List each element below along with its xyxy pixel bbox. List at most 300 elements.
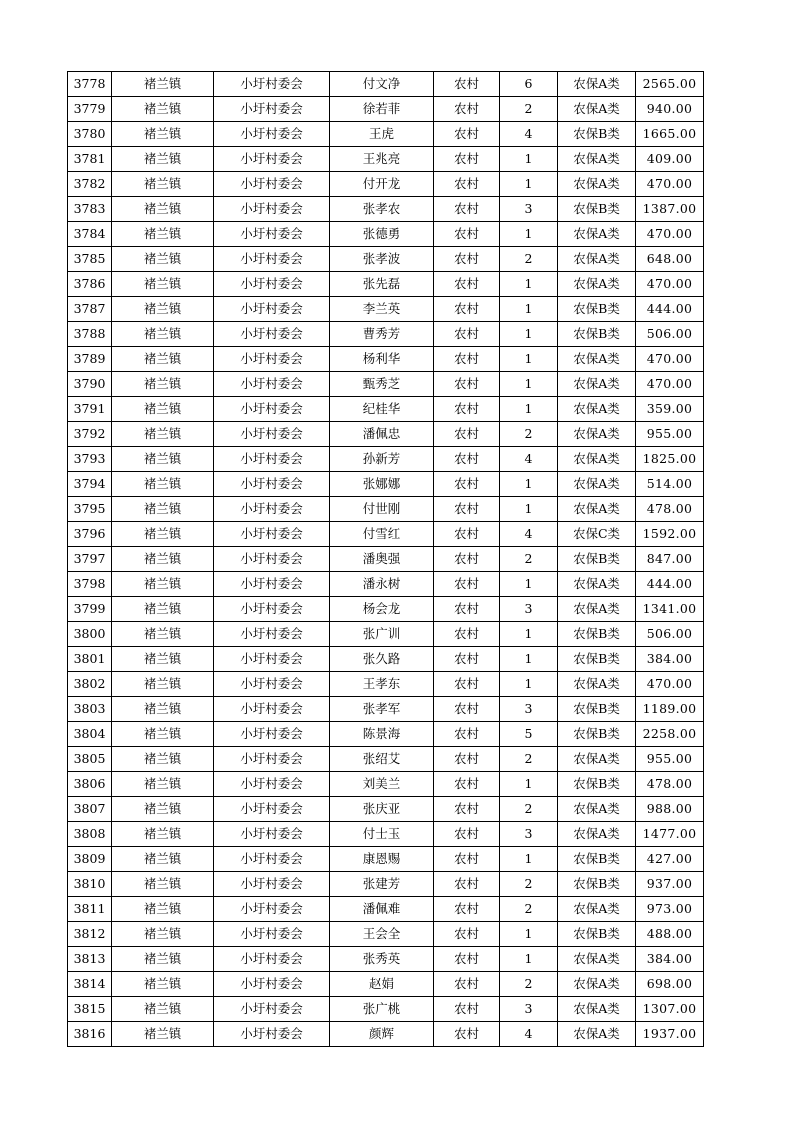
table-row	[68, 672, 704, 697]
area-type-cell: 农村	[434, 72, 500, 97]
area-type-cell: 农村	[434, 847, 500, 872]
insurance-category-cell: 农保A类	[558, 672, 636, 697]
amount-cell: 470.00	[636, 347, 704, 372]
amount-cell: 698.00	[636, 972, 704, 997]
area-type-cell: 农村	[434, 972, 500, 997]
amount-cell: 1307.00	[636, 997, 704, 1022]
person-name-cell: 付雪红	[330, 522, 434, 547]
record-number-cell: 3803	[68, 697, 112, 722]
village-committee-cell: 小圩村委会	[214, 72, 330, 97]
record-number-cell: 3791	[68, 397, 112, 422]
record-number-cell: 3799	[68, 597, 112, 622]
village-committee-cell: 小圩村委会	[214, 347, 330, 372]
person-name-cell: 杨会龙	[330, 597, 434, 622]
insurance-category-cell: 农保B类	[558, 647, 636, 672]
household-count-cell: 3	[500, 197, 558, 222]
village-committee-cell: 小圩村委会	[214, 647, 330, 672]
village-committee-cell: 小圩村委会	[214, 747, 330, 772]
amount-cell: 470.00	[636, 272, 704, 297]
village-committee-cell: 小圩村委会	[214, 572, 330, 597]
village-committee-cell: 小圩村委会	[214, 922, 330, 947]
table-row	[68, 897, 704, 922]
insurance-category-cell: 农保B类	[558, 847, 636, 872]
insurance-category-cell: 农保A类	[558, 572, 636, 597]
person-name-cell: 张建芳	[330, 872, 434, 897]
person-name-cell: 赵娟	[330, 972, 434, 997]
insurance-category-cell: 农保B类	[558, 697, 636, 722]
person-name-cell: 张孝农	[330, 197, 434, 222]
table-row	[68, 322, 704, 347]
person-name-cell: 张庆亚	[330, 797, 434, 822]
town-cell: 褚兰镇	[112, 372, 214, 397]
amount-cell: 1592.00	[636, 522, 704, 547]
person-name-cell: 王孝东	[330, 672, 434, 697]
area-type-cell: 农村	[434, 497, 500, 522]
town-cell: 褚兰镇	[112, 147, 214, 172]
town-cell: 褚兰镇	[112, 797, 214, 822]
village-committee-cell: 小圩村委会	[214, 247, 330, 272]
household-count-cell: 1	[500, 172, 558, 197]
household-count-cell: 1	[500, 572, 558, 597]
person-name-cell: 潘奥强	[330, 547, 434, 572]
area-type-cell: 农村	[434, 122, 500, 147]
insurance-category-cell: 农保A类	[558, 172, 636, 197]
amount-cell: 937.00	[636, 872, 704, 897]
town-cell: 褚兰镇	[112, 972, 214, 997]
household-count-cell: 2	[500, 547, 558, 572]
household-count-cell: 2	[500, 872, 558, 897]
person-name-cell: 付士玉	[330, 822, 434, 847]
insurance-category-cell: 农保A类	[558, 1022, 636, 1047]
village-committee-cell: 小圩村委会	[214, 397, 330, 422]
table-row	[68, 647, 704, 672]
record-number-cell: 3788	[68, 322, 112, 347]
record-number-cell: 3795	[68, 497, 112, 522]
area-type-cell: 农村	[434, 172, 500, 197]
area-type-cell: 农村	[434, 822, 500, 847]
village-committee-cell: 小圩村委会	[214, 172, 330, 197]
record-number-cell: 3814	[68, 972, 112, 997]
area-type-cell: 农村	[434, 197, 500, 222]
insurance-category-cell: 农保A类	[558, 372, 636, 397]
area-type-cell: 农村	[434, 772, 500, 797]
insurance-category-cell: 农保A类	[558, 147, 636, 172]
person-name-cell: 曹秀芳	[330, 322, 434, 347]
village-committee-cell: 小圩村委会	[214, 997, 330, 1022]
village-committee-cell: 小圩村委会	[214, 697, 330, 722]
person-name-cell: 张先磊	[330, 272, 434, 297]
household-count-cell: 1	[500, 947, 558, 972]
household-count-cell: 4	[500, 122, 558, 147]
area-type-cell: 农村	[434, 572, 500, 597]
table-row	[68, 972, 704, 997]
record-number-cell: 3783	[68, 197, 112, 222]
insurance-category-cell: 农保B类	[558, 622, 636, 647]
village-committee-cell: 小圩村委会	[214, 422, 330, 447]
village-committee-cell: 小圩村委会	[214, 297, 330, 322]
village-committee-cell: 小圩村委会	[214, 122, 330, 147]
amount-cell: 1937.00	[636, 1022, 704, 1047]
insurance-category-cell: 农保A类	[558, 222, 636, 247]
person-name-cell: 张孝军	[330, 697, 434, 722]
amount-cell: 478.00	[636, 772, 704, 797]
town-cell: 褚兰镇	[112, 197, 214, 222]
village-committee-cell: 小圩村委会	[214, 947, 330, 972]
table-row	[68, 697, 704, 722]
record-number-cell: 3797	[68, 547, 112, 572]
table-row	[68, 597, 704, 622]
amount-cell: 1387.00	[636, 197, 704, 222]
village-committee-cell: 小圩村委会	[214, 97, 330, 122]
record-number-cell: 3801	[68, 647, 112, 672]
village-committee-cell: 小圩村委会	[214, 472, 330, 497]
amount-cell: 973.00	[636, 897, 704, 922]
area-type-cell: 农村	[434, 222, 500, 247]
town-cell: 褚兰镇	[112, 422, 214, 447]
area-type-cell: 农村	[434, 472, 500, 497]
area-type-cell: 农村	[434, 397, 500, 422]
record-number-cell: 3782	[68, 172, 112, 197]
town-cell: 褚兰镇	[112, 872, 214, 897]
town-cell: 褚兰镇	[112, 247, 214, 272]
household-count-cell: 3	[500, 822, 558, 847]
town-cell: 褚兰镇	[112, 97, 214, 122]
amount-cell: 648.00	[636, 247, 704, 272]
amount-cell: 514.00	[636, 472, 704, 497]
town-cell: 褚兰镇	[112, 672, 214, 697]
amount-cell: 1665.00	[636, 122, 704, 147]
household-count-cell: 1	[500, 497, 558, 522]
amount-cell: 478.00	[636, 497, 704, 522]
table-row	[68, 497, 704, 522]
person-name-cell: 付开龙	[330, 172, 434, 197]
insurance-category-cell: 农保A类	[558, 97, 636, 122]
household-count-cell: 1	[500, 297, 558, 322]
person-name-cell: 王虎	[330, 122, 434, 147]
person-name-cell: 康恩赐	[330, 847, 434, 872]
insurance-category-cell: 农保B类	[558, 922, 636, 947]
person-name-cell: 徐若菲	[330, 97, 434, 122]
insurance-category-cell: 农保A类	[558, 797, 636, 822]
record-number-cell: 3781	[68, 147, 112, 172]
amount-cell: 359.00	[636, 397, 704, 422]
household-count-cell: 2	[500, 972, 558, 997]
person-name-cell: 张秀英	[330, 947, 434, 972]
village-committee-cell: 小圩村委会	[214, 772, 330, 797]
insurance-category-cell: 农保B类	[558, 122, 636, 147]
town-cell: 褚兰镇	[112, 322, 214, 347]
amount-cell: 1189.00	[636, 697, 704, 722]
village-committee-cell: 小圩村委会	[214, 672, 330, 697]
table-row	[68, 797, 704, 822]
record-number-cell: 3778	[68, 72, 112, 97]
person-name-cell: 张广桃	[330, 997, 434, 1022]
table-row	[68, 947, 704, 972]
area-type-cell: 农村	[434, 547, 500, 572]
village-committee-cell: 小圩村委会	[214, 1022, 330, 1047]
table-row	[68, 122, 704, 147]
insurance-category-cell: 农保A类	[558, 897, 636, 922]
area-type-cell: 农村	[434, 747, 500, 772]
table-row	[68, 422, 704, 447]
area-type-cell: 农村	[434, 622, 500, 647]
town-cell: 褚兰镇	[112, 297, 214, 322]
area-type-cell: 农村	[434, 597, 500, 622]
area-type-cell: 农村	[434, 697, 500, 722]
insurance-category-cell: 农保A类	[558, 947, 636, 972]
person-name-cell: 张广训	[330, 622, 434, 647]
insurance-category-cell: 农保B类	[558, 322, 636, 347]
town-cell: 褚兰镇	[112, 697, 214, 722]
table-row	[68, 297, 704, 322]
amount-cell: 1341.00	[636, 597, 704, 622]
village-committee-cell: 小圩村委会	[214, 797, 330, 822]
village-committee-cell: 小圩村委会	[214, 447, 330, 472]
table-row	[68, 997, 704, 1022]
village-committee-cell: 小圩村委会	[214, 322, 330, 347]
insurance-category-cell: 农保A类	[558, 597, 636, 622]
table-row	[68, 97, 704, 122]
insurance-category-cell: 农保A类	[558, 347, 636, 372]
household-count-cell: 1	[500, 847, 558, 872]
household-count-cell: 5	[500, 722, 558, 747]
record-number-cell: 3805	[68, 747, 112, 772]
table-row	[68, 747, 704, 772]
person-name-cell: 王兆亮	[330, 147, 434, 172]
insurance-category-cell: 农保B类	[558, 722, 636, 747]
area-type-cell: 农村	[434, 647, 500, 672]
household-count-cell: 2	[500, 97, 558, 122]
table-row	[68, 522, 704, 547]
area-type-cell: 农村	[434, 447, 500, 472]
household-count-cell: 1	[500, 472, 558, 497]
insurance-category-cell: 农保A类	[558, 972, 636, 997]
town-cell: 褚兰镇	[112, 172, 214, 197]
amount-cell: 506.00	[636, 322, 704, 347]
table-row	[68, 222, 704, 247]
table-row	[68, 572, 704, 597]
amount-cell: 470.00	[636, 372, 704, 397]
amount-cell: 1825.00	[636, 447, 704, 472]
record-number-cell: 3796	[68, 522, 112, 547]
table-row	[68, 772, 704, 797]
insurance-category-cell: 农保A类	[558, 747, 636, 772]
household-count-cell: 2	[500, 797, 558, 822]
table-row	[68, 547, 704, 572]
town-cell: 褚兰镇	[112, 497, 214, 522]
household-count-cell: 1	[500, 772, 558, 797]
table-row	[68, 847, 704, 872]
person-name-cell: 孙新芳	[330, 447, 434, 472]
town-cell: 褚兰镇	[112, 72, 214, 97]
amount-cell: 2258.00	[636, 722, 704, 747]
area-type-cell: 农村	[434, 422, 500, 447]
insurance-category-cell: 农保A类	[558, 472, 636, 497]
amount-cell: 847.00	[636, 547, 704, 572]
town-cell: 褚兰镇	[112, 897, 214, 922]
person-name-cell: 付文净	[330, 72, 434, 97]
household-count-cell: 1	[500, 647, 558, 672]
insurance-category-cell: 农保A类	[558, 247, 636, 272]
area-type-cell: 农村	[434, 347, 500, 372]
insurance-category-cell: 农保A类	[558, 822, 636, 847]
record-number-cell: 3813	[68, 947, 112, 972]
record-number-cell: 3810	[68, 872, 112, 897]
town-cell: 褚兰镇	[112, 472, 214, 497]
person-name-cell: 潘佩难	[330, 897, 434, 922]
area-type-cell: 农村	[434, 722, 500, 747]
town-cell: 褚兰镇	[112, 947, 214, 972]
town-cell: 褚兰镇	[112, 847, 214, 872]
record-number-cell: 3790	[68, 372, 112, 397]
town-cell: 褚兰镇	[112, 272, 214, 297]
household-count-cell: 1	[500, 272, 558, 297]
insurance-category-cell: 农保B类	[558, 547, 636, 572]
insurance-category-cell: 农保A类	[558, 422, 636, 447]
area-type-cell: 农村	[434, 147, 500, 172]
insurance-category-cell: 农保A类	[558, 997, 636, 1022]
area-type-cell: 农村	[434, 297, 500, 322]
roster-body	[68, 72, 704, 1047]
village-committee-cell: 小圩村委会	[214, 272, 330, 297]
household-count-cell: 1	[500, 397, 558, 422]
table-row	[68, 822, 704, 847]
town-cell: 褚兰镇	[112, 997, 214, 1022]
amount-cell: 470.00	[636, 672, 704, 697]
record-number-cell: 3809	[68, 847, 112, 872]
insurance-category-cell: 农保C类	[558, 522, 636, 547]
town-cell: 褚兰镇	[112, 547, 214, 572]
town-cell: 褚兰镇	[112, 222, 214, 247]
record-number-cell: 3784	[68, 222, 112, 247]
area-type-cell: 农村	[434, 897, 500, 922]
record-number-cell: 3789	[68, 347, 112, 372]
record-number-cell: 3811	[68, 897, 112, 922]
town-cell: 褚兰镇	[112, 1022, 214, 1047]
insurance-category-cell: 农保B类	[558, 197, 636, 222]
roster-table	[67, 71, 704, 1047]
household-count-cell: 1	[500, 322, 558, 347]
person-name-cell: 张孝波	[330, 247, 434, 272]
household-count-cell: 2	[500, 897, 558, 922]
insurance-category-cell: 农保A类	[558, 497, 636, 522]
village-committee-cell: 小圩村委会	[214, 522, 330, 547]
person-name-cell: 张娜娜	[330, 472, 434, 497]
town-cell: 褚兰镇	[112, 572, 214, 597]
amount-cell: 506.00	[636, 622, 704, 647]
town-cell: 褚兰镇	[112, 772, 214, 797]
village-committee-cell: 小圩村委会	[214, 197, 330, 222]
village-committee-cell: 小圩村委会	[214, 372, 330, 397]
household-count-cell: 1	[500, 622, 558, 647]
table-row	[68, 347, 704, 372]
record-number-cell: 3792	[68, 422, 112, 447]
table-row	[68, 372, 704, 397]
amount-cell: 940.00	[636, 97, 704, 122]
person-name-cell: 陈景海	[330, 722, 434, 747]
record-number-cell: 3800	[68, 622, 112, 647]
record-number-cell: 3779	[68, 97, 112, 122]
amount-cell: 1477.00	[636, 822, 704, 847]
record-number-cell: 3804	[68, 722, 112, 747]
town-cell: 褚兰镇	[112, 747, 214, 772]
record-number-cell: 3812	[68, 922, 112, 947]
town-cell: 褚兰镇	[112, 722, 214, 747]
record-number-cell: 3808	[68, 822, 112, 847]
village-committee-cell: 小圩村委会	[214, 872, 330, 897]
household-count-cell: 4	[500, 447, 558, 472]
insurance-category-cell: 农保A类	[558, 447, 636, 472]
table-row	[68, 722, 704, 747]
area-type-cell: 农村	[434, 672, 500, 697]
record-number-cell: 3785	[68, 247, 112, 272]
town-cell: 褚兰镇	[112, 447, 214, 472]
person-name-cell: 甄秀芝	[330, 372, 434, 397]
area-type-cell: 农村	[434, 372, 500, 397]
amount-cell: 384.00	[636, 947, 704, 972]
household-count-cell: 3	[500, 997, 558, 1022]
insurance-category-cell: 农保A类	[558, 72, 636, 97]
area-type-cell: 农村	[434, 1022, 500, 1047]
table-row	[68, 172, 704, 197]
record-number-cell: 3787	[68, 297, 112, 322]
table-row	[68, 247, 704, 272]
amount-cell: 488.00	[636, 922, 704, 947]
village-committee-cell: 小圩村委会	[214, 622, 330, 647]
table-row	[68, 72, 704, 97]
person-name-cell: 纪桂华	[330, 397, 434, 422]
record-number-cell: 3794	[68, 472, 112, 497]
area-type-cell: 农村	[434, 947, 500, 972]
village-committee-cell: 小圩村委会	[214, 822, 330, 847]
table-row	[68, 447, 704, 472]
town-cell: 褚兰镇	[112, 822, 214, 847]
village-committee-cell: 小圩村委会	[214, 547, 330, 572]
town-cell: 褚兰镇	[112, 522, 214, 547]
area-type-cell: 农村	[434, 872, 500, 897]
area-type-cell: 农村	[434, 247, 500, 272]
area-type-cell: 农村	[434, 797, 500, 822]
record-number-cell: 3786	[68, 272, 112, 297]
person-name-cell: 张德勇	[330, 222, 434, 247]
household-count-cell: 3	[500, 597, 558, 622]
table-row	[68, 922, 704, 947]
amount-cell: 2565.00	[636, 72, 704, 97]
person-name-cell: 付世刚	[330, 497, 434, 522]
insurance-category-cell: 农保A类	[558, 397, 636, 422]
town-cell: 褚兰镇	[112, 622, 214, 647]
village-committee-cell: 小圩村委会	[214, 147, 330, 172]
amount-cell: 955.00	[636, 422, 704, 447]
table-row	[68, 472, 704, 497]
household-count-cell: 4	[500, 1022, 558, 1047]
village-committee-cell: 小圩村委会	[214, 597, 330, 622]
amount-cell: 444.00	[636, 572, 704, 597]
table-row	[68, 622, 704, 647]
household-count-cell: 1	[500, 222, 558, 247]
amount-cell: 427.00	[636, 847, 704, 872]
village-committee-cell: 小圩村委会	[214, 722, 330, 747]
person-name-cell: 刘美兰	[330, 772, 434, 797]
household-count-cell: 2	[500, 247, 558, 272]
record-number-cell: 3815	[68, 997, 112, 1022]
town-cell: 褚兰镇	[112, 922, 214, 947]
person-name-cell: 潘永树	[330, 572, 434, 597]
area-type-cell: 农村	[434, 997, 500, 1022]
area-type-cell: 农村	[434, 922, 500, 947]
town-cell: 褚兰镇	[112, 597, 214, 622]
amount-cell: 409.00	[636, 147, 704, 172]
